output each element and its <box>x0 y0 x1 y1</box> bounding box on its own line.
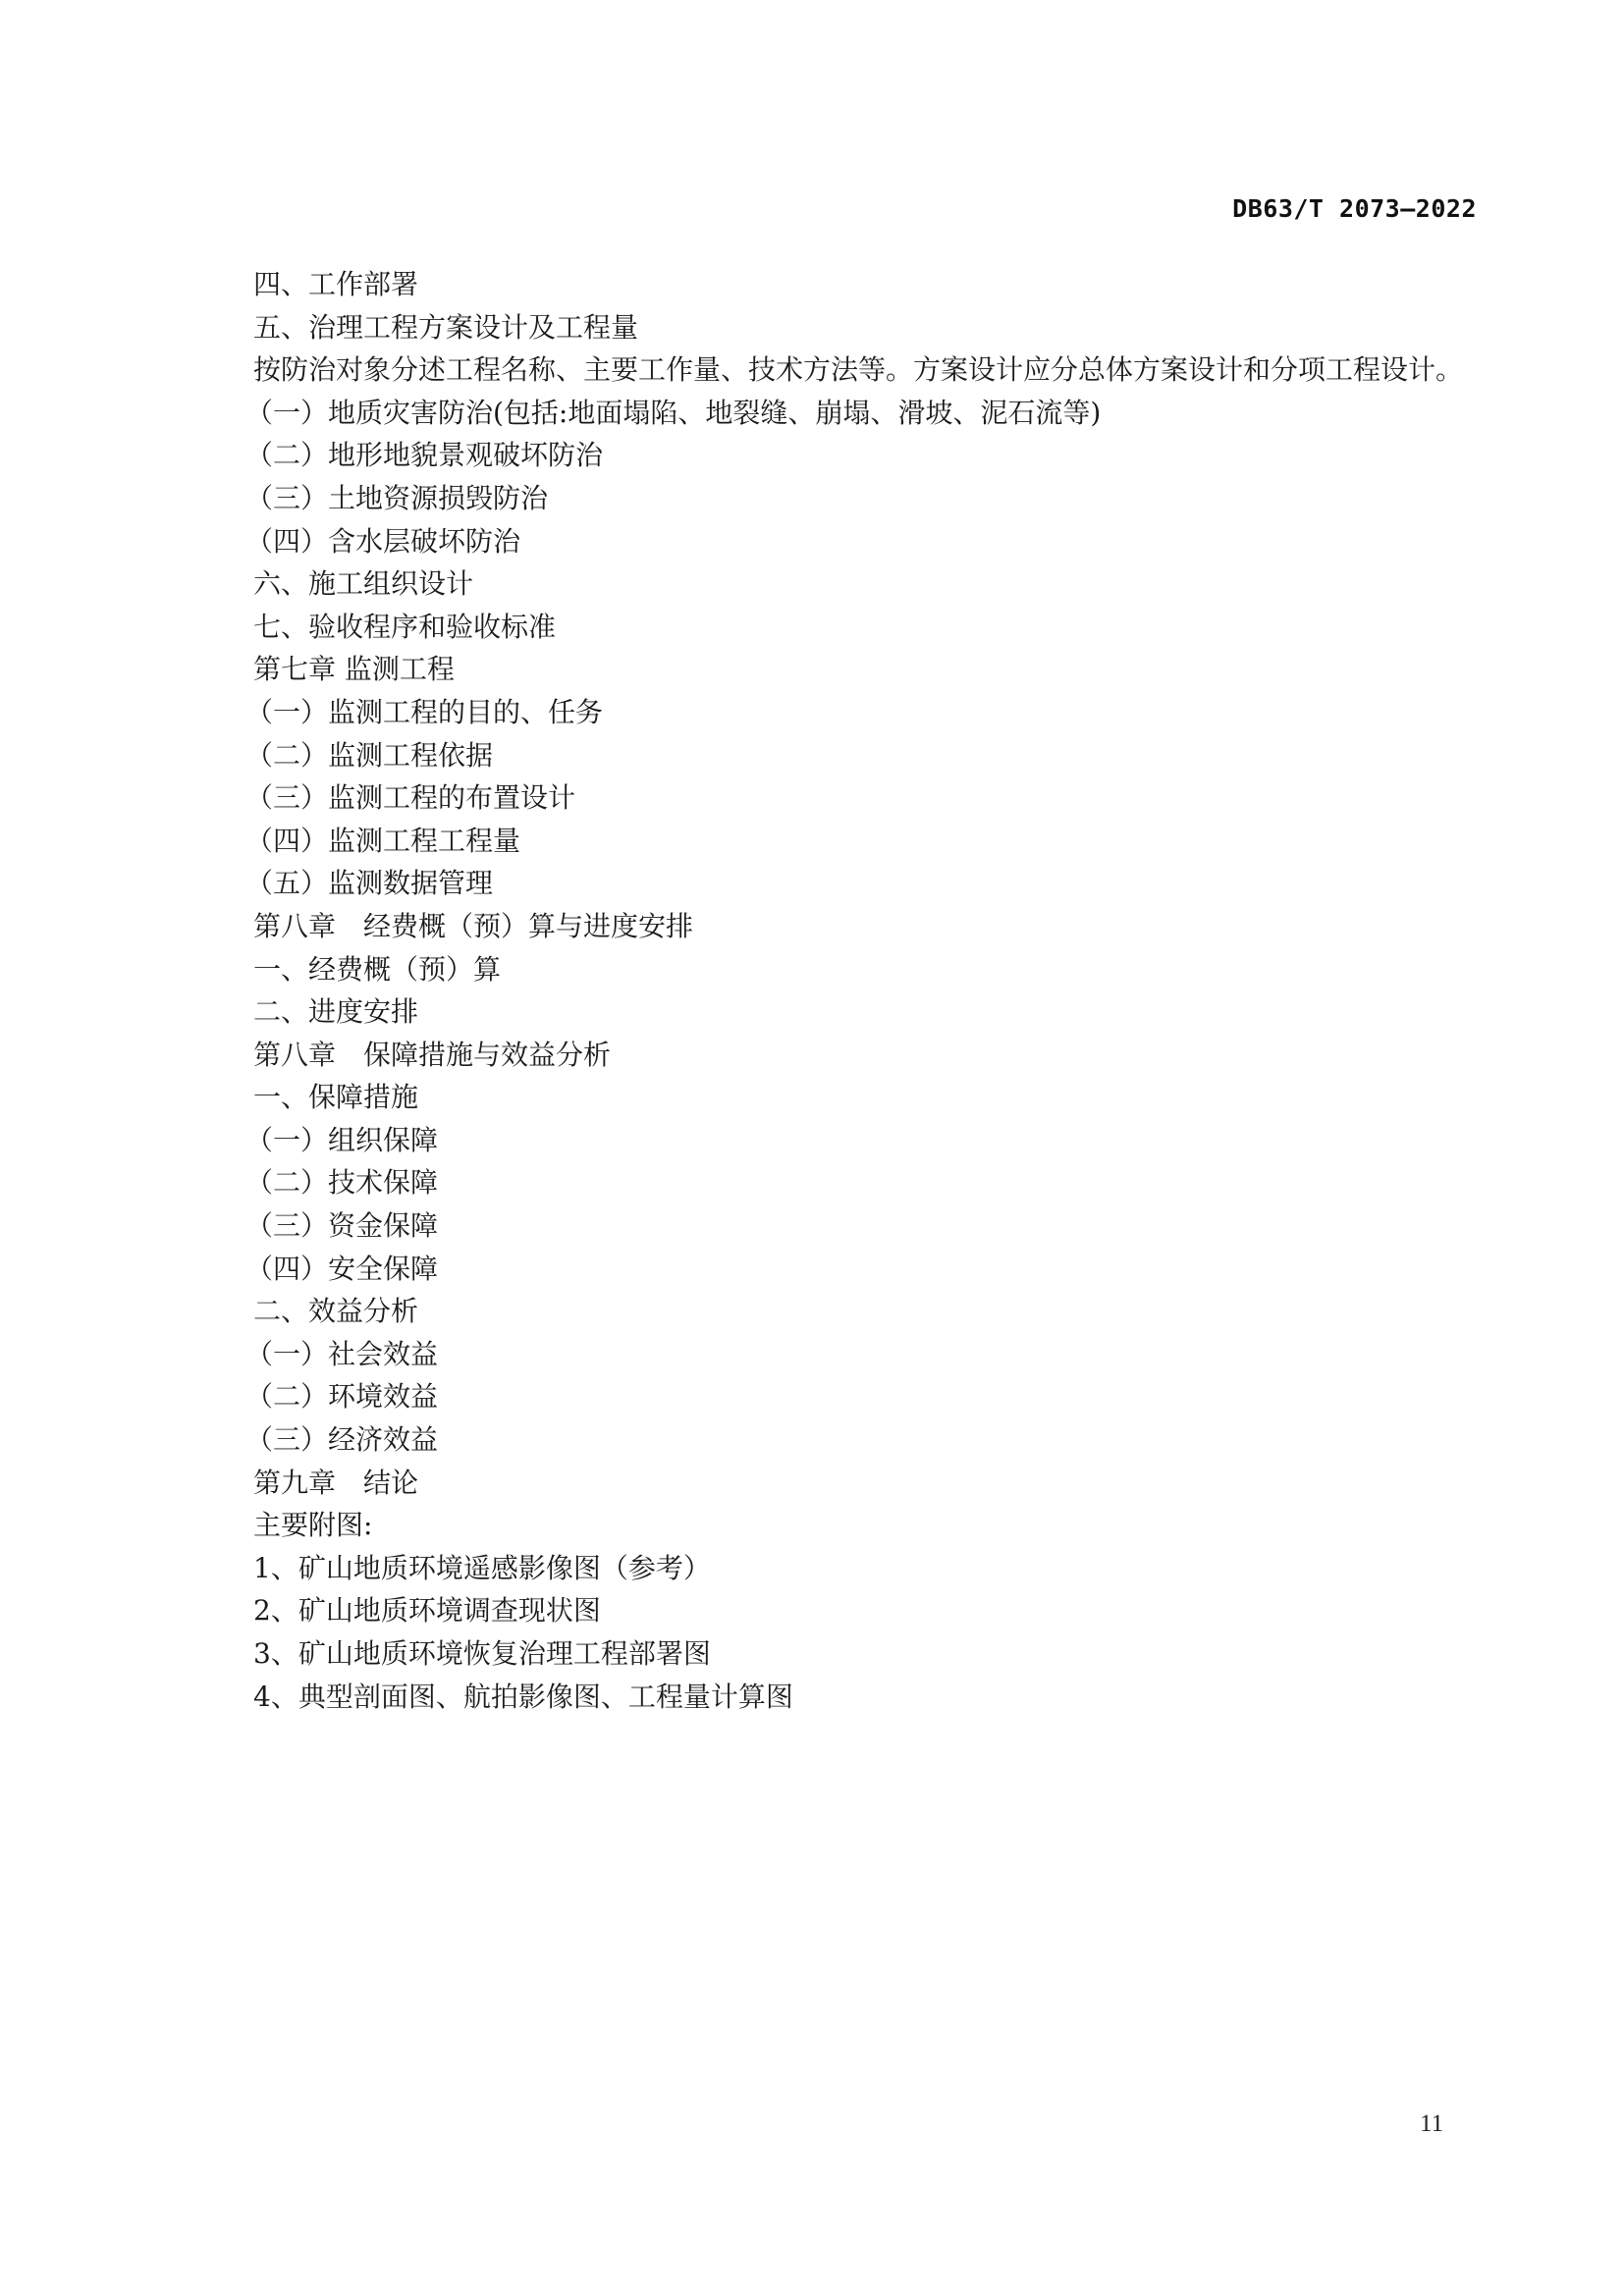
list-item-social-benefit: （一）社会效益 <box>245 1337 439 1370</box>
document-code-header: DB63/T 2073—2022 <box>1232 194 1477 223</box>
heading-treatment-design: 五、治理工程方案设计及工程量 <box>253 310 639 344</box>
list-item-safety: （四）安全保障 <box>245 1252 439 1285</box>
list-item-monitoring-layout: （三）监测工程的布置设计 <box>245 781 576 815</box>
figure-item-2: 2、矿山地质环境调查现状图 <box>253 1594 601 1628</box>
list-item-monitoring-data: （五）监测数据管理 <box>245 867 494 900</box>
chapter-7-monitoring: 第七章 监测工程 <box>253 653 455 686</box>
list-item-geohazard: （一）地质灾害防治(包括:地面塌陷、地裂缝、崩塌、滑坡、泥石流等) <box>245 396 1102 429</box>
list-item-monitoring-basis: （二）监测工程依据 <box>245 738 494 772</box>
paragraph-design-description: 按防治对象分述工程名称、主要工作量、技术方法等。方案设计应分总体方案设计和分项工程设计。 <box>253 353 1464 387</box>
heading-work-deployment: 四、工作部署 <box>253 268 419 300</box>
heading-construction-design: 六、施工组织设计 <box>253 567 474 601</box>
list-item-environmental-benefit: （二）环境效益 <box>245 1380 439 1414</box>
heading-safeguard-measures: 一、保障措施 <box>253 1081 419 1114</box>
chapter-9-conclusion: 第九章 结论 <box>253 1466 419 1499</box>
list-item-land-resource: （三）土地资源损毁防治 <box>245 481 549 514</box>
heading-main-figures: 主要附图: <box>253 1509 373 1542</box>
chapter-8-budget: 第八章 经费概（预）算与进度安排 <box>253 909 694 942</box>
list-item-economic-benefit: （三）经济效益 <box>245 1423 439 1457</box>
heading-budget: 一、经费概（预）算 <box>253 952 502 986</box>
list-item-monitoring-purpose: （一）监测工程的目的、任务 <box>245 695 604 728</box>
heading-acceptance: 七、验收程序和验收标准 <box>253 610 557 643</box>
list-item-technical: （二）技术保障 <box>245 1166 439 1200</box>
list-item-aquifer: （四）含水层破坏防治 <box>245 524 521 558</box>
heading-schedule: 二、进度安排 <box>253 995 419 1029</box>
list-item-funding: （三）资金保障 <box>245 1209 439 1243</box>
document-body <box>245 263 1490 1718</box>
page-number: 11 <box>1420 2110 1444 2137</box>
figure-item-4: 4、典型剖面图、航拍影像图、工程量计算图 <box>253 1680 793 1713</box>
list-item-landform: （二）地形地貌景观破坏防治 <box>245 439 604 472</box>
figure-item-1: 1、矿山地质环境遥感影像图（参考） <box>253 1551 711 1584</box>
list-item-monitoring-quantity: （四）监测工程工程量 <box>245 824 521 857</box>
heading-benefit-analysis: 二、效益分析 <box>253 1295 419 1328</box>
list-item-organization: （一）组织保障 <box>245 1123 439 1156</box>
chapter-8-safeguard: 第八章 保障措施与效益分析 <box>253 1038 612 1071</box>
figure-item-3: 3、矿山地质环境恢复治理工程部署图 <box>253 1637 711 1670</box>
